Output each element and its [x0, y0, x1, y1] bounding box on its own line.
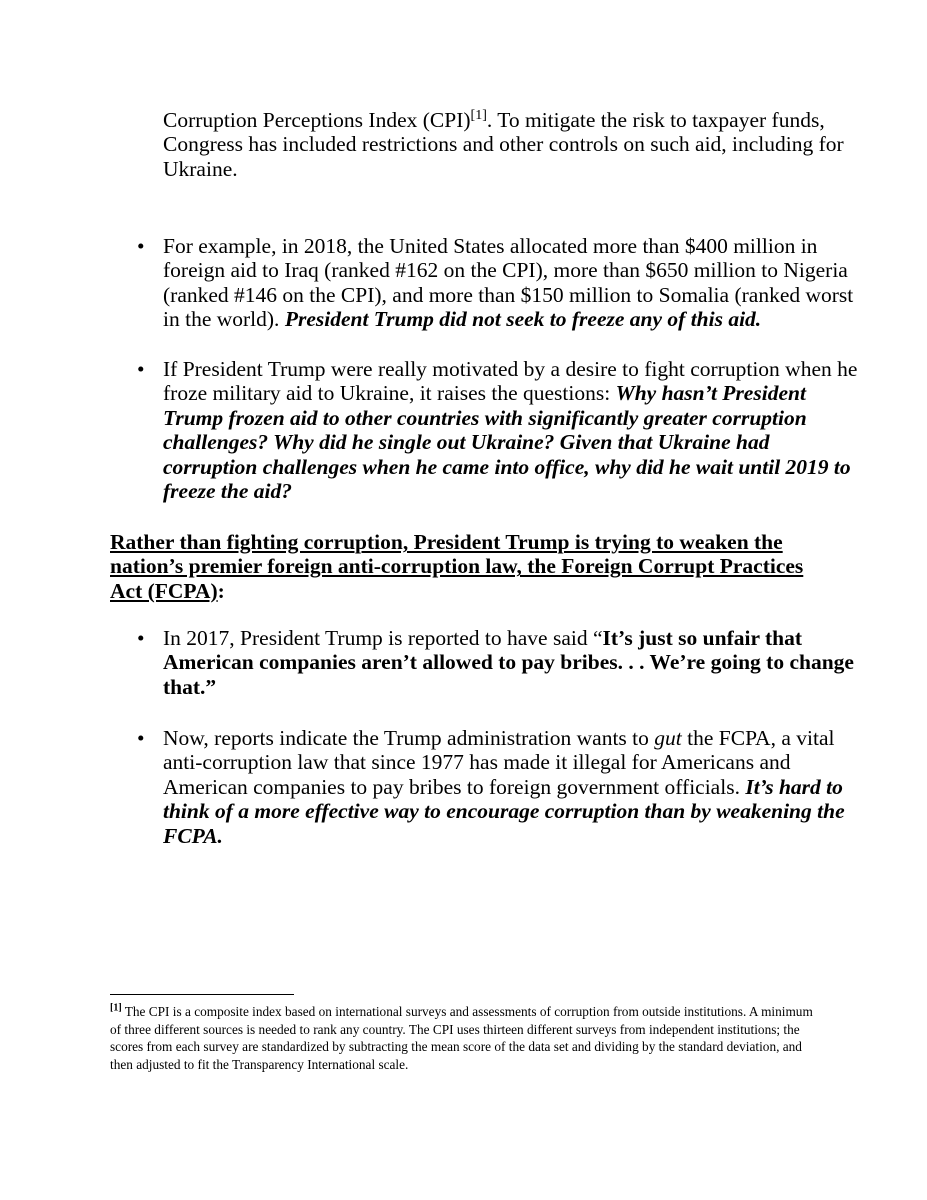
- bullet-item-questions: [137, 357, 862, 503]
- intro-paragraph: [163, 108, 853, 181]
- bullet-plain-text-2: the FCPA, a vital anti-corruption law that since 1977 has made it illegal for Americans and American companies to pay bribes to foreign government officials.: [163, 726, 835, 799]
- intro-text-b: . To mitigate the risk to taxpayer funds, Congress has included restrictions and other controls on such aid, including for Ukraine.: [163, 108, 844, 181]
- bullet-text: [163, 234, 862, 332]
- footnote-text: The CPI is a composite index based on international surveys and assessments of corruption from outside institutions. A minimum of three different sources is needed to rank any country. The CPI uses thirteen different surveys from independent institutions; the scores from each survey are standardized by subtracting the mean score of the data set and dividing by the standard deviation, and then adjusted to fit the Transparency International scale.: [110, 1004, 813, 1072]
- bullet-item-quote: [137, 626, 862, 699]
- intro-text-a: Corruption Perceptions Index (CPI): [163, 108, 471, 132]
- bullet-plain-text: In 2017, President Trump is reported to have said “: [163, 626, 603, 650]
- bullet-item-fcpa: [137, 726, 862, 848]
- bullet-italic-word: gut: [654, 726, 682, 750]
- bullet-plain-text: If President Trump were really motivated by a desire to fight corruption when he froze military aid to Ukraine, it raises the questions:: [163, 357, 858, 406]
- bullet-text: [163, 357, 862, 503]
- footnote-number: [1]: [110, 1002, 122, 1014]
- bullet-item-foreign-aid: [137, 234, 862, 332]
- footnote-separator: [110, 994, 294, 995]
- section-heading: [110, 530, 830, 603]
- bullet-icon: •: [137, 726, 145, 750]
- footnote-ref-link[interactable]: [1]: [470, 107, 487, 123]
- section-heading-colon: :: [217, 578, 225, 603]
- bullet-text: [163, 626, 862, 699]
- section-heading-underlined: Rather than fighting corruption, President Trump is trying to weaken the nation’s premier foreign anti-corruption law, the Foreign Corrupt Practices Act (FCPA): [110, 530, 804, 603]
- bullet-icon: •: [137, 357, 145, 381]
- bullet-icon: •: [137, 234, 145, 258]
- bullet-icon: •: [137, 626, 145, 650]
- bullet-emphasis-text: Why hasn’t President Trump frozen aid to other countries with significantly greater corruption challenges? Why did he single out Ukraine? Given that Ukraine had corruption challenges when he came into office, why did he wait until 2019 to freeze the aid?: [163, 381, 851, 504]
- bullet-emphasis-text: It’s hard to think of a more effective way to encourage corruption than by weakening the FCPA.: [163, 774, 845, 848]
- bullet-text: [163, 726, 862, 848]
- bullet-plain-text: Now, reports indicate the Trump administration wants to: [163, 726, 655, 750]
- bullet-bold-quote: It’s just so unfair that American companies aren’t allowed to pay bribes. . . We’re going to change that.”: [163, 626, 854, 699]
- bullet-plain-text: For example, in 2018, the United States allocated more than $400 million in foreign aid to Iraq (ranked #162 on the CPI), more than $650 million to Nigeria (ranked #146 on the CPI), and more than $150 million to Somalia (ranked worst in the world).: [163, 234, 854, 332]
- footnote: [110, 1003, 815, 1073]
- bullet-emphasis-text: President Trump did not seek to freeze any of this aid.: [284, 307, 762, 332]
